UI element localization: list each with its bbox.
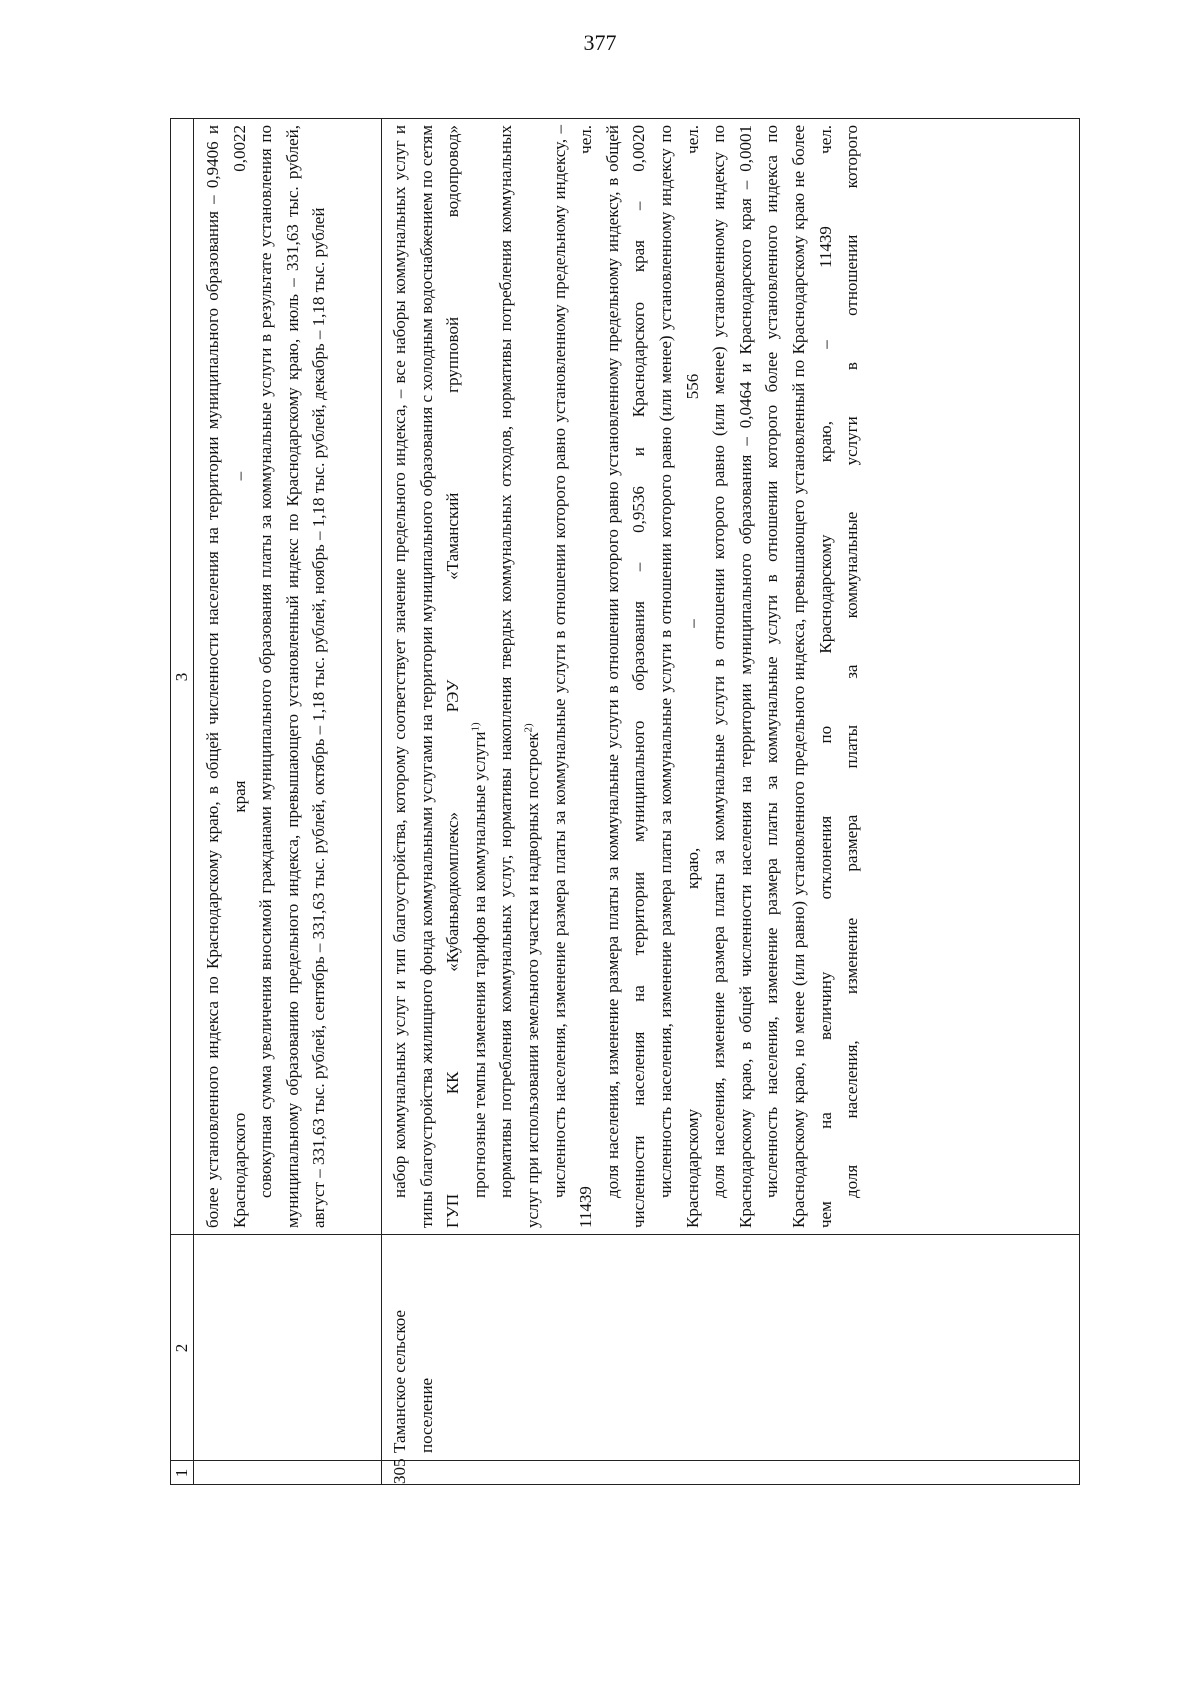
- row-divider: [381, 119, 382, 1484]
- row-2-paragraph: численность населения, изменение размера платы за коммунальные услуги в отношении которого равно (или менее) установленному индексу по Краснодарскому краю, – 556 чел.: [655, 125, 702, 1228]
- row-2-paragraph: доля населения, изменение размера платы за коммунальные услуги в отношении которого: [842, 125, 862, 1198]
- header-col-2: 2: [172, 1343, 191, 1353]
- tariff-forecast-text: прогнозные темпы изменения тарифов на коммунальные услуги: [469, 731, 489, 1198]
- header-col-3: 3: [172, 672, 191, 682]
- row-1-paragraph: совокупная сумма увеличения вносимой гражданами муниципального образования платы за коммунальные услуги в результате установления по муниципальному образованию предельного индекса, превышающего установленный индекс по Краснодарскому краю, июль – 331,63 тыс. рублей, август – 331,63 тыс. рублей, сентябрь – 331,63 тыс. рублей, октябрь – 1,18 тыс. рублей, ноябрь – 1,18 тыс. рублей, декабрь – 1,18 тыс. рублей: [256, 125, 329, 1228]
- row-2-paragraph: набор коммунальных услуг и тип благоустройства, которому соответствует значение предельного индекса, – все наборы коммунальных услуг и типы благоустройства жилищного фонда коммунальными услугами на территории муниципального образования с холодным водоснабжением по сетям ГУП КК «Кубаньводкомплекс» РЭУ «Таманский групповой водопровод»: [390, 125, 463, 1228]
- column-divider: [171, 1460, 1079, 1461]
- footnote-mark: 1): [469, 722, 482, 732]
- table-header-row: [171, 119, 194, 1484]
- footnote-mark: 2): [522, 723, 535, 733]
- data-table: [170, 118, 1080, 1485]
- row-2-paragraph: доля населения, изменение размера платы за коммунальные услуги в отношении которого равно установленному предельному индексу, в общей численности населения на территории муниципального образования – 0,9536 и Краснодарского края – 0,0020: [602, 125, 649, 1228]
- row-1-paragraph: более установленного индекса по Краснодарскому краю, в общей численности населения на территории муниципального образования – 0,9406 и Краснодарского края – 0,0022: [203, 125, 249, 1228]
- row-2-paragraph: численность населения, изменение размера платы за коммунальные услуги в отношении которого более установленного индекса по Краснодарскому краю, но менее (или равно) установленного предельного индекса, превышающего установленный по Краснодарскому краю не более чем на величину отклонения по Краснодарскому краю, – 11439 чел.: [762, 125, 835, 1228]
- row-2-number: 305: [390, 1458, 409, 1484]
- header-col-1: 1: [172, 1468, 191, 1478]
- row-1-description: [200, 121, 333, 1233]
- row-2-paragraph: [493, 125, 546, 1228]
- page-number: 377: [583, 30, 617, 55]
- row-2-description: [387, 121, 866, 1233]
- row-2-paragraph: [467, 125, 494, 1228]
- row-2-paragraph: доля населения, изменение размера платы за коммунальные услуги в отношении которого равно (или менее) установленному индексу по Краснодарскому краю, в общей численности населения на территории муниципального образования – 0,0464 и Краснодарского края – 0,0001: [709, 125, 755, 1228]
- column-divider: [171, 1234, 1079, 1235]
- norms-text: нормативы потребления коммунальных услуг, нормативы накопления твердых коммунальных отходов, нормативы потребления коммунальных услуг при использовании земельного участка и надворных построек: [496, 125, 542, 1228]
- row-2-name: Таманское сельское поселение: [390, 1310, 436, 1453]
- row-2-paragraph: численность населения, изменение размера платы за коммунальные услуги в отношении которого равно установленному предельному индексу, – 11439 чел.: [549, 125, 596, 1228]
